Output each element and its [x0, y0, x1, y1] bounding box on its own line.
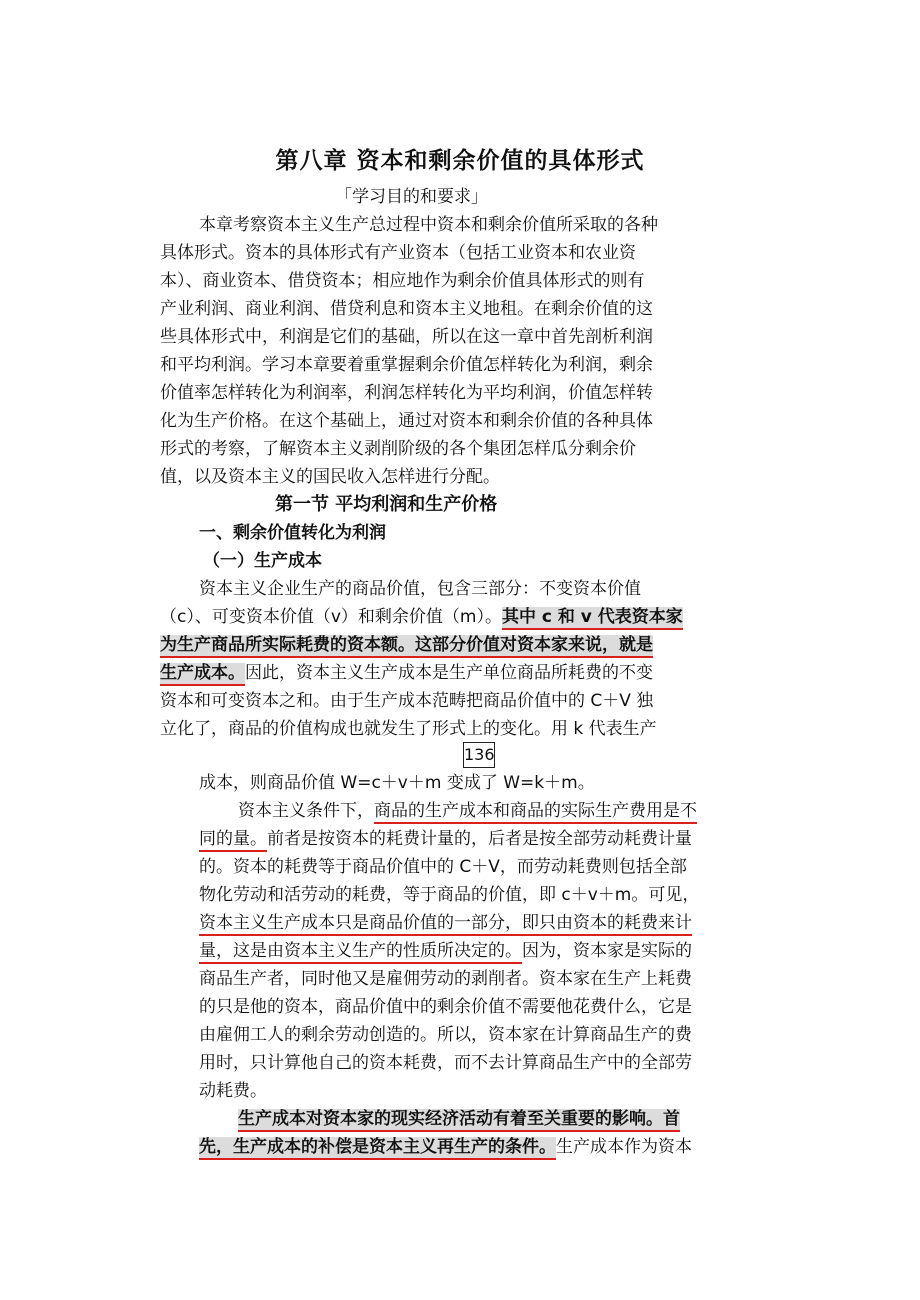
text-line — [199, 912, 692, 934]
underlined-text: 量，这是由资本主义生产的性质所决定的。 — [199, 941, 522, 964]
highlighted-text: 先，生产成本的补偿是资本主义再生产的条件。 — [199, 1137, 556, 1160]
text-line: 物化劳动和活劳动的耗费，等于商品的价值，即 c＋v＋m。可见， — [199, 885, 700, 905]
text-line: 和平均利润。学习本章要着重掌握剩余价值怎样转化为利润，剩余 — [160, 355, 653, 375]
underlined-text: 资本主义生产成本只是商品价值的一部分，即只由资本的耗费来计 — [199, 913, 692, 936]
text-line: 值，以及资本主义的国民收入怎样进行分配。 — [160, 467, 500, 487]
text-line: 立化了，商品的价值构成也就发生了形式上的变化。用 k 代表生产 — [160, 719, 657, 739]
text-span: 因此，资本主义生产成本是生产单位商品所耗费的不变 — [245, 663, 653, 683]
text-span: 生产成本作为资本 — [556, 1137, 692, 1157]
text-span: （c）、可变资本价值（v）和剩余价值（m）。 — [160, 607, 502, 627]
text-span: 资本主义条件下， — [238, 801, 374, 821]
text-line: 本）、商业资本、借贷资本；相应地作为剩余价值具体形式的则有 — [160, 271, 645, 291]
text-line: 资本主义企业生产的商品价值，包含三部分：不变资本价值 — [199, 579, 641, 599]
section-title: 第一节 平均利润和生产价格 — [275, 494, 498, 515]
highlighted-text: 为生产商品所实际耗费的资本额。这部分价值对资本家来说，就是 — [160, 635, 653, 658]
highlighted-text: 其中 c 和 v 代表资本家 — [502, 607, 683, 630]
heading-level-1: 一、剩余价值转化为利润 — [199, 523, 386, 543]
text-line: 产业利润、商业利润、借贷利息和资本主义地租。在剩余价值的这 — [160, 299, 653, 319]
underlined-text: 同的量。 — [199, 829, 267, 852]
highlighted-text: 生产成本。 — [160, 663, 245, 686]
text-line: 成本，则商品价值 W=c＋v＋m 变成了 W=k＋m。 — [199, 773, 595, 793]
chapter-title: 第八章 资本和剩余价值的具体形式 — [275, 148, 645, 174]
heading-level-2: （一）生产成本 — [203, 551, 322, 571]
text-line — [199, 1136, 692, 1158]
text-line: 资本和可变资本之和。由于生产成本范畴把商品价值中的 C＋V 独 — [160, 691, 654, 711]
text-line: 动耗费。 — [199, 1081, 267, 1101]
text-line: 的只是他的资本，商品价值中的剩余价值不需要他花费什么，它是 — [199, 997, 692, 1017]
text-line — [160, 606, 683, 628]
text-line — [160, 662, 653, 684]
text-line: 化为生产价格。在这个基础上，通过对资本和剩余价值的各种具体 — [160, 411, 653, 431]
text-line: 商品生产者，同时他又是雇佣劳动的剥削者。资本家在生产上耗费 — [199, 969, 692, 989]
study-goals-heading: 「学习目的和要求」 — [335, 187, 488, 207]
text-line: 由雇佣工人的剩余劳动创造的。所以，资本家在计算商品生产的费 — [199, 1025, 692, 1045]
text-line — [199, 940, 692, 962]
text-line: 些具体形式中，利润是它们的基础，所以在这一章中首先剖析利润 — [160, 327, 653, 347]
text-span: 前者是按资本的耗费计量的，后者是按全部劳动耗费计量 — [267, 829, 692, 849]
highlighted-text: 生产成本对资本家的现实经济活动有着至关重要的影响。首 — [238, 1109, 680, 1132]
text-line — [160, 634, 653, 656]
text-line: 价值率怎样转化为利润率，利润怎样转化为平均利润，价值怎样转 — [160, 383, 653, 403]
page-number: 136 — [463, 742, 495, 768]
text-line: 形式的考察，了解资本主义剥削阶级的各个集团怎样瓜分剩余价 — [160, 439, 636, 459]
text-line — [199, 828, 692, 850]
text-span: 因为，资本家是实际的 — [522, 941, 692, 961]
text-line — [238, 800, 697, 822]
text-line: 用时，只计算他自己的资本耗费，而不去计算商品生产中的全部劳 — [199, 1053, 692, 1073]
text-line — [238, 1108, 680, 1130]
underlined-text: 商品的生产成本和商品的实际生产费用是不 — [374, 801, 697, 824]
text-line: 的。资本的耗费等于商品价值中的 C＋V，而劳动耗费则包括全部 — [199, 857, 687, 877]
text-line: 本章考察资本主义生产总过程中资本和剩余价值所采取的各种 — [199, 215, 658, 235]
text-line: 具体形式。资本的具体形式有产业资本（包括工业资本和农业资 — [160, 243, 636, 263]
